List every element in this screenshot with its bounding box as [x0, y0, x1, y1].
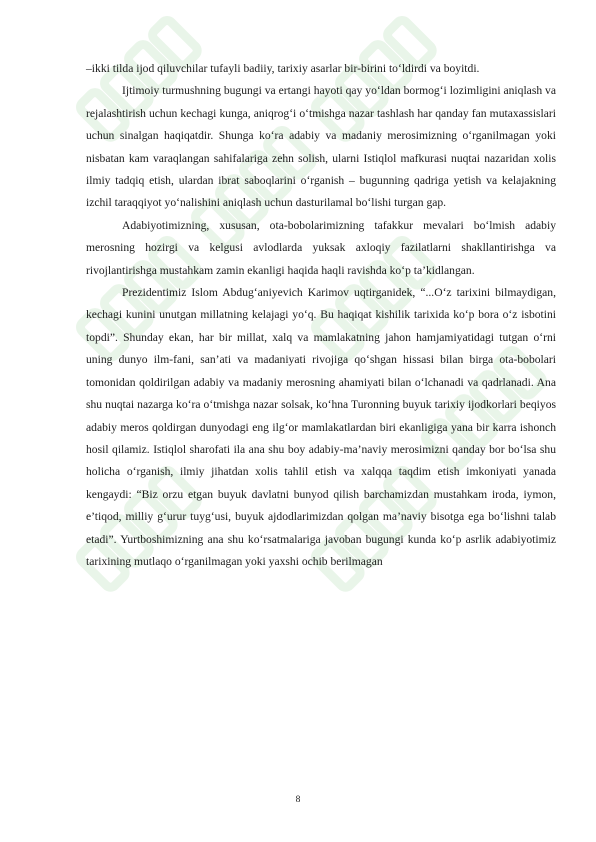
- paragraph-3: Adabiyotimizning, xususan, ota-bobolarimizning tafakkur mevalari bo‘lmish adabiy merosning hozirgi va kelgusi avlodlarda yuksak axloqiy fazilatlarni shakllantirishga va rivojlantirishga mustahkam zamin ekanligi haqida haqli ravishda ko‘p ta’kidlangan.: [86, 218, 556, 277]
- document-body: [86, 58, 556, 573]
- paragraph-1: –ikki tilda ijod qiluvchilar tufayli badiiy, tarixiy asarlar bir-birini to‘ldirdi va boyitdi.: [86, 62, 480, 75]
- page-number: 8: [295, 795, 301, 805]
- paragraph-2: Ijtimoiy turmushning bugungi va ertangi hayoti qay yo‘ldan bormog‘i lozimligini aniqlash va rejalashtirish uchun kechagi kunga, aniqrog‘i o‘tmishga nazar tashlash har qanday fan mutaxassislari uchun sinalgan haqiqatdir. Shunga ko‘ra adabiy va madaniy merosimizning o‘rganilmagan yoki nisbatan kam varaqlangan sahifalariga zehn solish, ularni Istiqlol mafkurasi nuqtai nazaridan xolis ilmiy tadqiq etish, ulardan ibrat saboqlarini o‘rganish – bugunning qadriga yetish va kelajakning izchil taraqqiyot yo‘nalishini aniqlash uchun dasturilamal bo‘lishi turgan gap.: [86, 84, 556, 210]
- paragraph-4: Prezidentimiz Islom Abdug‘aniyevich Karimov uqtirganidek, “...O‘z tarixini bilmaydigan, kechagi kunini unutgan millatning kelajagi yo‘q. Bu haqiqat kishilik tarixida ko‘p bora o‘z isbotini topdi”. Shunday ekan, har bir millat, xalq va mamlakatning jahon hamjamiyatidagi tutgan o‘rni uning dunyo ilm-fani, san’ati va madaniyati rivojiga qo‘shgan hissasi bilan birga ota-bobolari tomonidan qoldirilgan adabiy va madaniy merosning ahamiyati bilan o‘lchanadi va qadrlanadi. Ana shu nuqtai nazarga ko‘ra o‘tmishga nazar solsak, ko‘hna Turonning buyuk tarixiy ijodkorlari beqiyos adabiy meros qoldirgan dunyodagi eng ilg‘or mamlakatlardan biri ekanligiga yana bir karra ishonch hosil qilamiz. Istiqlol sharofati ila ana shu boy adabiy-ma’naviy merosimizni qanday bor bo‘lsa shu holicha o‘rganish, ilmiy jihatdan xolis tahlil etish va xalqqa taqdim etish imkoniyati yanada kengaydi: “Biz orzu etgan buyuk davlatni bunyod qilish barchamizdan mustahkam iroda, iymon, e’tiqod, milliy g‘urur tuyg‘usi, buyuk ajdodlarimizdan qolgan ma’naviy bisotga ega bo‘lishni talab etadi”. Yurtboshimizning ana shu ko‘rsatmalariga javoban bugungi kunda ko‘p asrlik adabiyotimiz tarixining mutlaqo o‘rganilmagan yoki yaxshi ochib berilmagan: [86, 286, 556, 568]
